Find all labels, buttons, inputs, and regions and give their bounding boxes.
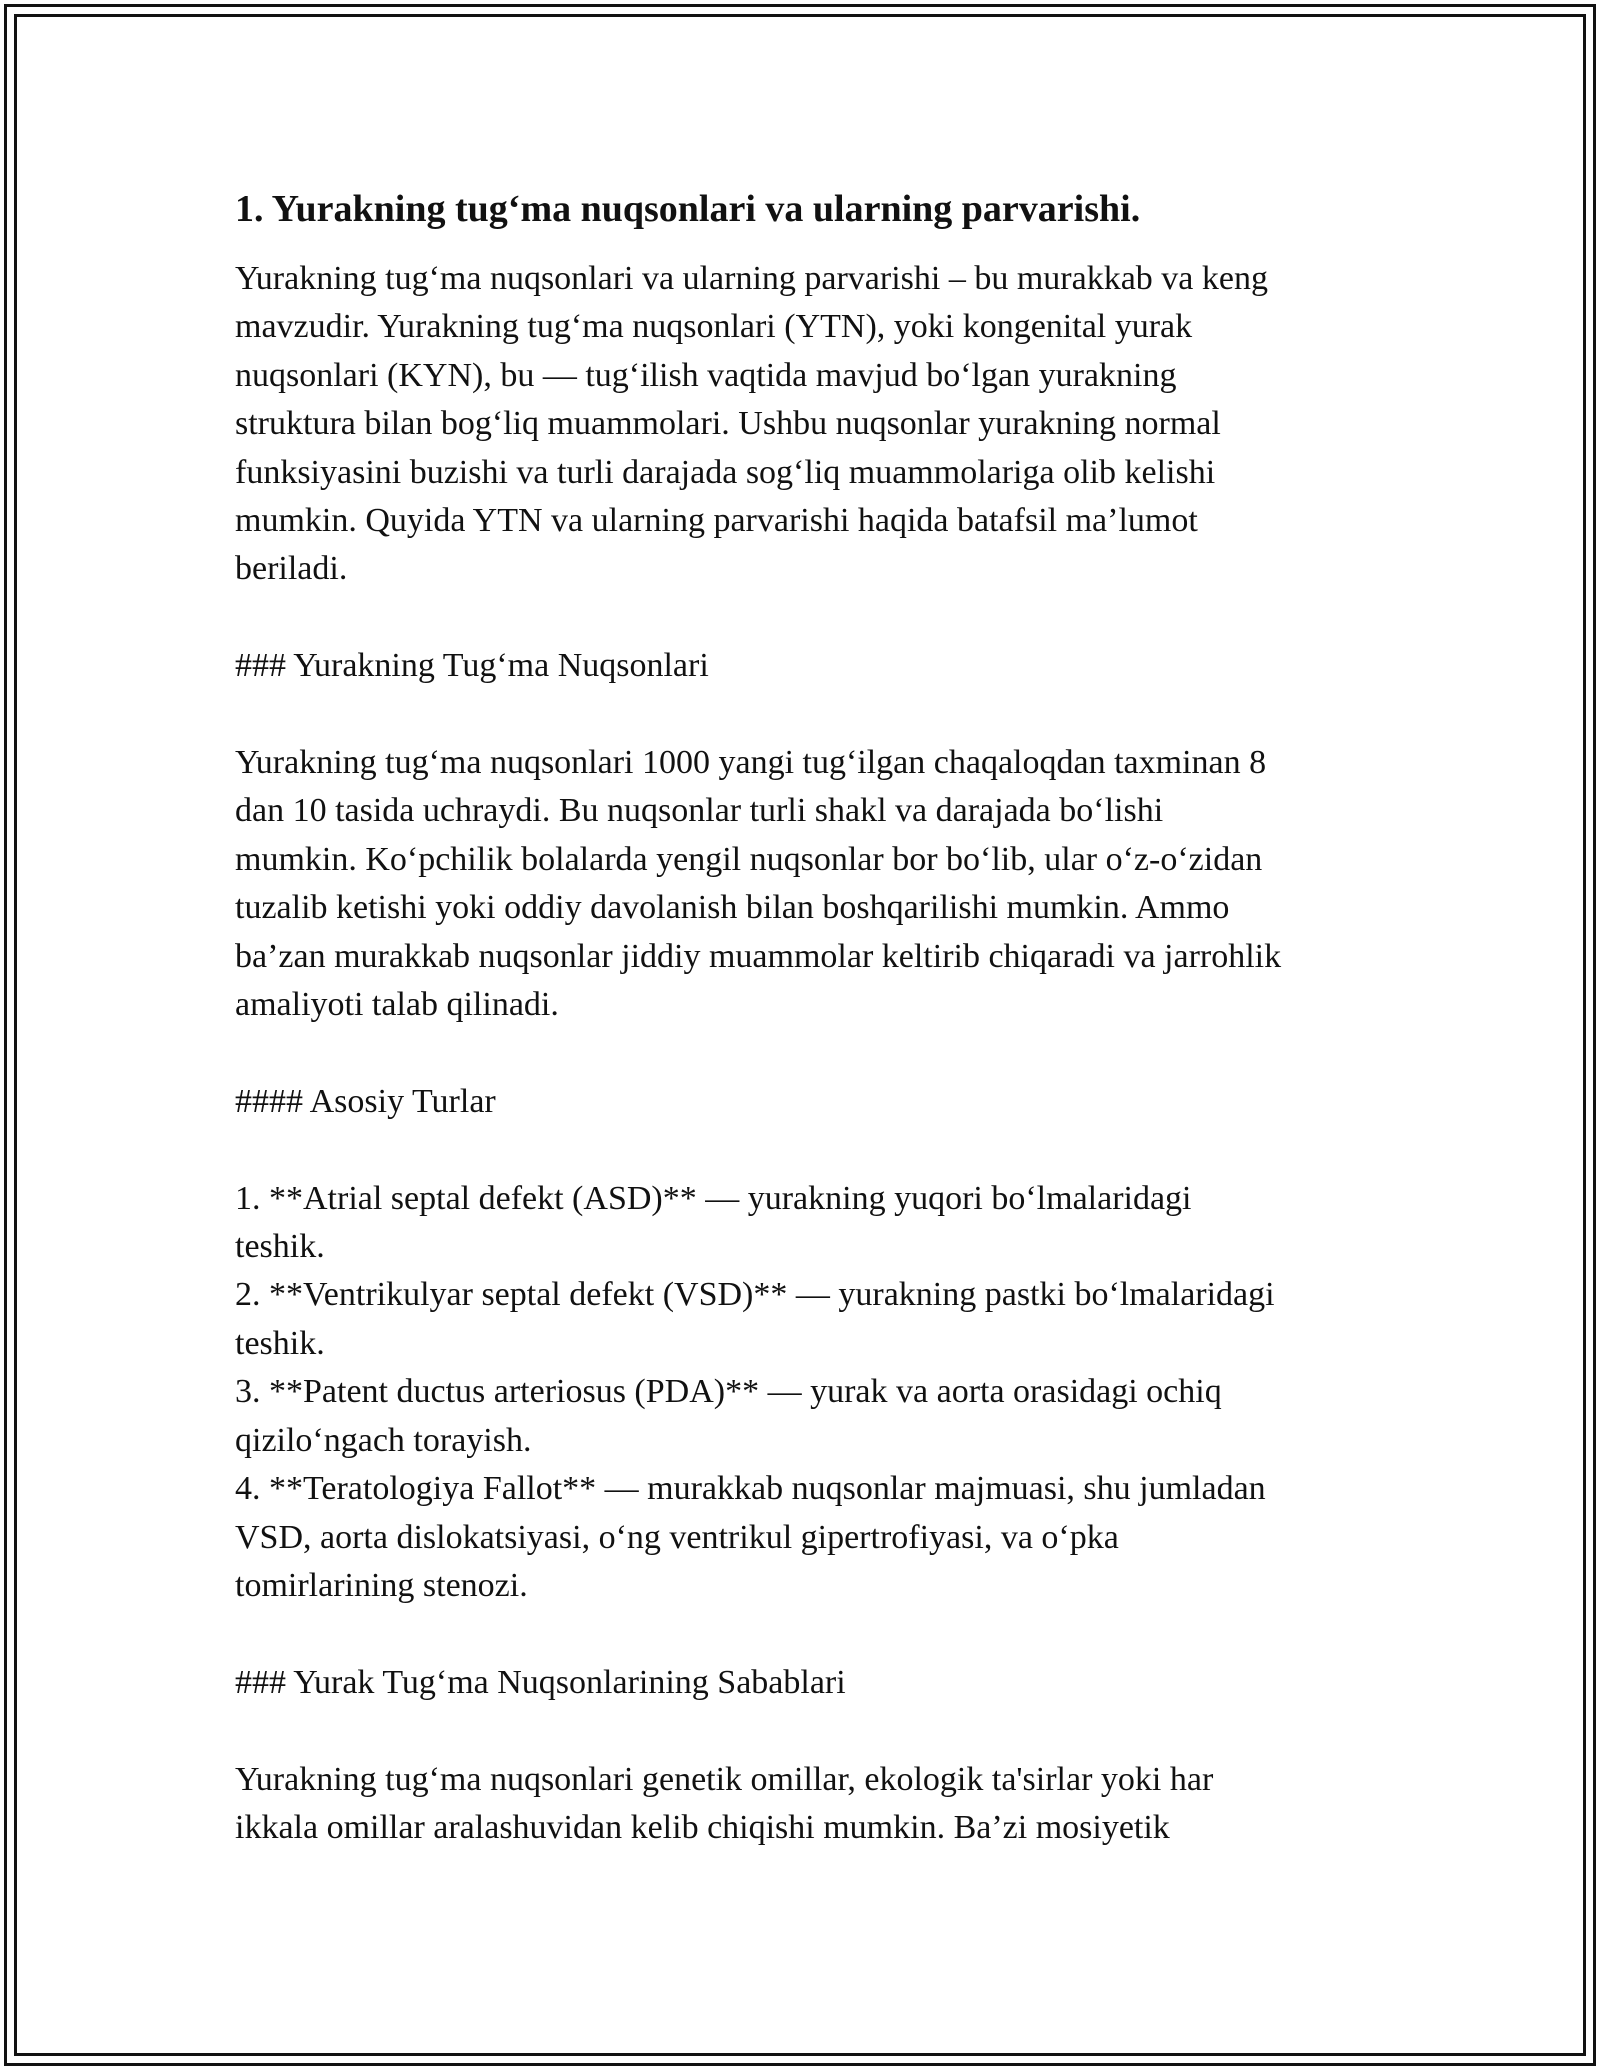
list-item-line: teshik.: [235, 1324, 325, 1362]
list-item-line: 3. **Patent ductus arteriosus (PDA)** — yurak va aorta orasidagi ochiq: [235, 1373, 1222, 1411]
text-line: mumkin. Quyida YTN va ularning parvarishi haqida batafsil ma’lumot: [235, 502, 1198, 540]
blank-line: [235, 1029, 1375, 1077]
text-line: nuqsonlari (KYN), bu — tug‘ilish vaqtida mavjud bo‘lgan yurakning: [235, 356, 1177, 394]
text-line: Yurakning tug‘ma nuqsonlari va ularning parvarishi – bu murakkab va keng: [235, 260, 1268, 297]
list-item-line: VSD, aorta dislokatsiyasi, o‘ng ventrikul gipertrofiyasi, va o‘pka: [235, 1518, 1119, 1556]
list-item-line: qizilo‘ngach torayish.: [235, 1421, 532, 1459]
section-heading: ### Yurak Tug‘ma Nuqsonlarining Sabablari: [235, 1663, 846, 1701]
blank-line: [235, 691, 1375, 739]
text-line: struktura bilan bog‘liq muammolari. Ushbu nuqsonlar yurakning normal: [235, 405, 1221, 443]
list-item-line: tomirlarining stenozi.: [235, 1566, 528, 1604]
document-body: [235, 185, 1375, 1852]
text-line: mumkin. Ko‘pchilik bolalarda yengil nuqsonlar bor bo‘lib, ular o‘z-o‘zidan: [235, 840, 1263, 878]
text-line: beriladi.: [235, 550, 348, 588]
document-title: 1. Yurakning tug‘ma nuqsonlari va ularning parvarishi.: [235, 188, 1141, 230]
blank-line: [235, 594, 1375, 642]
list-item-line: teshik.: [235, 1228, 325, 1266]
list-item-line: 2. **Ventrikulyar septal defekt (VSD)** — yurakning pastki bo‘lmalaridagi: [235, 1276, 1275, 1314]
blank-line: [235, 1126, 1375, 1174]
text-line: Yurakning tug‘ma nuqsonlari genetik omillar, ekologik ta'sirlar yoki har: [235, 1760, 1214, 1798]
text-line: mavzudir. Yurakning tug‘ma nuqsonlari (YTN), yoki kongenital yurak: [235, 308, 1193, 346]
text-line: tuzalib ketishi yoki oddiy davolanish bilan boshqarilishi mumkin. Ammo: [235, 889, 1230, 927]
list-item-line: 4. **Teratologiya Fallot** — murakkab nuqsonlar majmuasi, shu jumladan: [235, 1470, 1266, 1508]
blank-line: [235, 1610, 1375, 1658]
subsection-heading: #### Asosiy Turlar: [235, 1082, 496, 1120]
text-line: ikkala omillar aralashuvidan kelib chiqishi mumkin. Ba’zi mosiyetik: [235, 1808, 1170, 1846]
blank-line: [235, 1707, 1375, 1755]
list-item-line: 1. **Atrial septal defekt (ASD)** — yurakning yuqori bo‘lmalaridagi: [235, 1179, 1192, 1217]
section-heading: ### Yurakning Tug‘ma Nuqsonlari: [235, 647, 709, 685]
text-line: dan 10 tasida uchraydi. Bu nuqsonlar turli shakl va darajada bo‘lishi: [235, 792, 1164, 830]
text-line: amaliyoti talab qilinadi.: [235, 986, 559, 1024]
text-line: funksiyasini buzishi va turli darajada sog‘liq muammolariga olib kelishi: [235, 453, 1216, 491]
text-line: Yurakning tug‘ma nuqsonlari 1000 yangi tug‘ilgan chaqaloqdan taxminan 8: [235, 744, 1267, 782]
text-line: ba’zan murakkab nuqsonlar jiddiy muammolar keltirib chiqaradi va jarrohlik: [235, 937, 1282, 975]
